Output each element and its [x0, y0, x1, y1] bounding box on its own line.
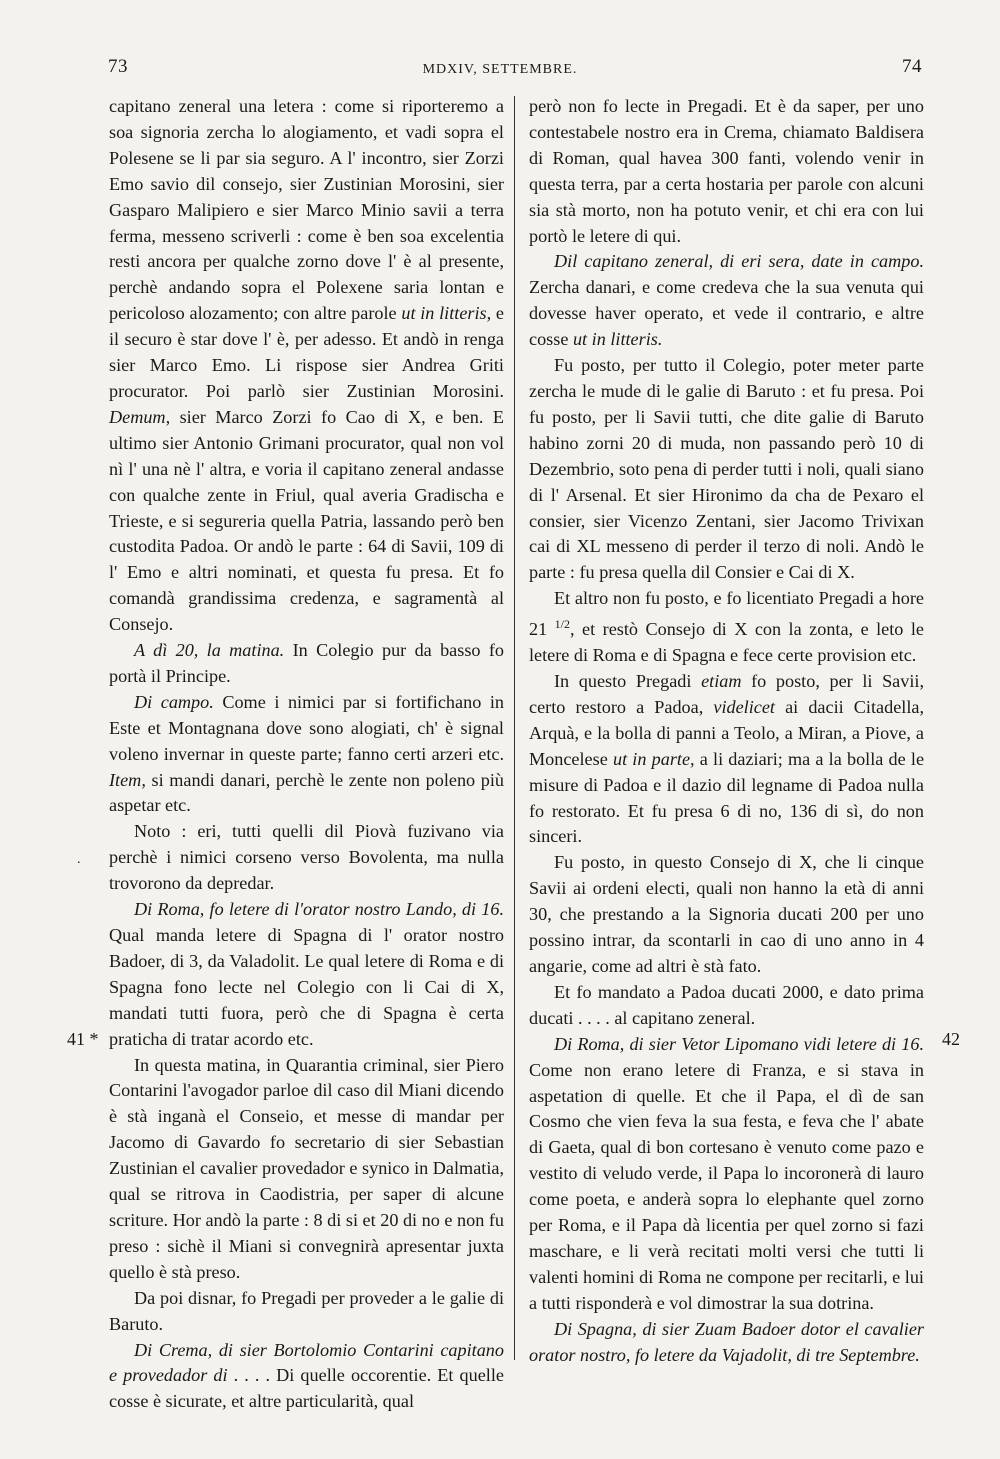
- running-header: MDXIV, SETTEMBRE.: [422, 62, 578, 77]
- page-number-right: 74: [902, 56, 922, 77]
- paragraph: Et altro non fu posto, e fo licentiato Pregadi a hore 21 $^{1/2}$, et restò Consejo di X con la zonta, e leto le letere di Roma e di Spagna e fece certe provision etc.: [529, 588, 924, 666]
- paragraph: però non fo lecte in Pregadi. Et è da saper, per uno contestabele nostro era in Crema, chiamato Baldisera di Roman, qual havea 300 fanti, volendo venir in questa terra, par a certa hostaria per parole con alcuni sia stà morto, non ha potuto venir, et chi era con lui portò le letere di qui.: [529, 96, 924, 246]
- paragraph: A dì 20, la matina. In Colegio pur da basso fo portà il Principe.: [109, 640, 504, 686]
- margin-number-left: 41 *: [67, 1029, 99, 1049]
- paragraph: Di Crema, di sier Bortolomio Contarini capitano e provedador di . . . . Di quelle occorentie. Et quelle cosse è sicurate, et altre particularità, qual: [109, 1339, 504, 1412]
- paragraph: Di Spagna, di sier Zuam Badoer dotor el cavalier orator nostro, fo letere da Vajadolit, di tre Septembre.: [529, 1318, 924, 1365]
- right-column: [529, 94, 924, 1368]
- paragraph: In questo Pregadi etiam fo posto, per li Savii, certo restoro a Padoa, videlicet ai dacii Citadella, Arquà, e la bolla di panni a Teolo, a Miran, a Piove, a Moncelese ut in parte, a li daziari; ma a la bolla de le misure di Padoa e il dazio dil legname di Padoa nulla fo restorato. Et fu presa 6 di no, 136 di sì, do non sinceri.: [529, 671, 925, 847]
- paragraph: Fu posto, per tutto il Colegio, poter meter parte zercha le mude di le galie di Baruto : et fu presa. Poi fu posto, per li Savii tutti, che dite galie di Baruto habino zorni 20 di muda, non passando però 10 di Dezembrio, soto pena di perder tutti i noli, quali siano di l' Arsenal. Et sier Hironimo da cha de Pexaro el consier, sier Vicenzo Zentani, sier Jacomo Trivixan cai di XL messeno di perder il terzo di noli. Andò le parte : fu presa quella dil Consier e Cai di X.: [529, 355, 924, 583]
- paragraph: Fu posto, in questo Consejo di X, che li cinque Savii ai ordeni electi, quali non hanno la età di anni 30, che prestando a la Signoria ducati 200 per uno possino intrar, da scontarli in cao di uno anno in 4 angarie, come ad altri è stà fato.: [529, 852, 924, 976]
- column-divider: [514, 96, 515, 1360]
- margin-number-right: 42: [942, 1029, 960, 1049]
- left-column: [109, 94, 504, 1415]
- paragraph: capitano zeneral una letera : come si riporteremo a soa signoria zercha lo alogiamento, et vadi sopra el Polesene se li par sia seguro. A l' incontro, sier Zorzi Emo savio dil consejo, sier Zustinian Morosini, sier Gasparo Malipiero e sier Marco Minio savii a terra ferma, messeno scriverli : come è ben soa excelentia resti ancora per qualche zorno dove l' è al presente, perchè andando sopra el Polexene saria lontan e pericoloso alozamento; con altre parole ut in litteris, e il securo è star dove l' è, per adesso. Et andò in renga sier Marco Emo. Li rispose sier Andrea Griti procurator. Poi parlò sier Zustinian Morosini. Demum, sier Marco Zorzi fo Cao di X, e ben. E ultimo sier Antonio Grimani procurator, qual non vol nì l' una nè l' altra, e voria il capitano zeneral andasse con qualche zente in Friul, qual averia Gradischa e Trieste, e si segureria quella Patria, lassando però ben custodita Padoa. Or andò le parte : 64 di Savii, 109 di l' Emo e altri nominati, et questa fu presa. Et fo comandà grandissima credenza, e sagramentà al Consejo.: [109, 96, 505, 635]
- page-number-left: 73: [108, 56, 128, 77]
- paragraph: Di Roma, fo letere di l'orator nostro Lando, di 16. Qual manda letere di Spagna di l' orator nostro Badoer, di 3, da Valadolit. Le qual letere di Roma e di Spagna fono lecte nel Colegio con li Cai di X, mandati tutti fuora, però che di Spagna è certa praticha di tratar acordo etc.: [109, 899, 504, 1049]
- paragraph: Di campo. Come i nimici par si fortifichano in Este et Montagnana dove sono alogiati, ch' è signal voleno invernar in queste parte; fanno certi arzeri etc. Item, si mandi danari, perchè le zente non poleno più aspetar etc.: [109, 691, 504, 816]
- paragraph: Noto : eri, tutti quelli dil Piovà fuzivano via perchè i nimici corseno verso Bovolenta, ma nulla trovorono da depredar.: [109, 821, 504, 894]
- paragraph: Et fo mandato a Padoa ducati 2000, e dato prima ducati . . . . al capitano zeneral.: [529, 981, 924, 1028]
- paragraph: Di Roma, di sier Vetor Lipomano vidi letere di 16. Come non erano letere di Franza, e si stava in aspetation di quelle. Et che il Papa, el dì de san Cosmo che vien feva la sua festa, e feva che l' abate di Gaeta, qual di bon cortesano è venuto come pazo e vestito di veludo verde, il Papa lo incoronerà di lauro come poeta, e anderà sopra lo elephante quel zorno per Roma, e il Papa dà licentia per quel zorno si fazi maschare, e li verà recitati molti versi che tutti li valenti homini di Roma ne compone per recitarli, e lui a tutti risponderà e vol dimostrar la sua dotrina.: [529, 1033, 924, 1313]
- paragraph: In questa matina, in Quarantia criminal, sier Piero Contarini l'avogador parloe dil caso dil Miani dicendo è stà inganà el Conseio, et messe di mandar per Jacomo di Gavardo fo secretario di sier Sebastian Zustinian el cavalier provedador e synico in Dalmatia, qual se ritrova in Caodistria, per saper di alcune scriture. Hor andò la parte : 8 di si et 20 di no e non fu preso : sichè il Miani si convegnirà apresentar juxta quello è stà preso.: [109, 1054, 504, 1282]
- paragraph: Dil capitano zeneral, di eri sera, date in campo. Zercha danari, e come credeva che la sua venuta qui dovesse haver operato, et vede il contrario, e altre cosse ut in litteris.: [529, 251, 924, 350]
- paragraph: Da poi disnar, fo Pregadi per proveder a le galie di Baruto.: [109, 1287, 504, 1334]
- margin-dot: .: [77, 852, 81, 867]
